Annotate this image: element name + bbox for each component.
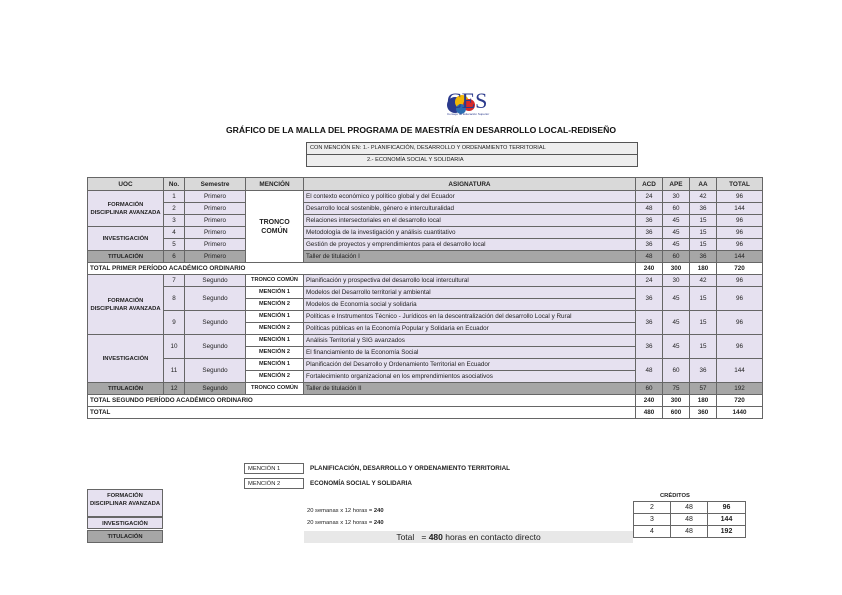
cell-no: 11	[164, 359, 185, 383]
cell-asignatura: El contexto económico y político global y del Ecuador	[304, 191, 636, 203]
uoc-legend-tit: TITULACIÓN	[87, 530, 163, 543]
cell-semestre: Primero	[185, 239, 246, 251]
mencion-line-2: 2.- ECONOMÍA SOCIAL Y SOLIDARIA	[306, 154, 638, 167]
page-title: GRÁFICO DE LA MALLA DEL PROGRAMA DE MAESTRÍA EN DESARROLLO LOCAL-REDISEÑO	[225, 125, 617, 135]
table-row	[88, 275, 763, 287]
mencion-1-cell: MENCIÓN 1	[246, 359, 304, 371]
header-total: TOTAL	[717, 178, 763, 191]
total-hours-pre: Total =	[396, 532, 429, 542]
mencion-2-cell: MENCIÓN 2	[246, 371, 304, 383]
cell-semestre: Segundo	[185, 383, 246, 395]
creditos-c: 96	[708, 502, 746, 514]
calc-line-2-value: 240	[373, 520, 384, 526]
total-ape: 300	[663, 395, 690, 407]
cell-aa: 57	[690, 383, 717, 395]
uoc-legend-fda: FORMACIÓN DISCIPLINAR AVANZADA	[87, 489, 163, 517]
cell-asignatura: Modelos de Economía social y solidaria	[304, 299, 636, 311]
mencion-1-cell: MENCIÓN 1	[246, 287, 304, 299]
creditos-c: 144	[708, 514, 746, 526]
cell-ape: 45	[663, 287, 690, 311]
mencion-cell: TRONCO COMÚN	[246, 275, 304, 287]
cell-total: 96	[717, 287, 763, 311]
cell-asignatura: Relaciones intersectoriales en el desarrollo local	[304, 215, 636, 227]
cell-acd: 48	[636, 203, 663, 215]
header-aa: AA	[690, 178, 717, 191]
header-semestre: Semestre	[185, 178, 246, 191]
calc-line-1	[307, 508, 384, 514]
mencion-line-1: CON MENCIÓN EN: 1.- PLANIFICACIÓN, DESARROLLO Y ORDENAMIENTO TERRITORIAL	[306, 142, 638, 155]
period-2-total-row	[88, 395, 763, 407]
cell-acd: 36	[636, 239, 663, 251]
cell-no: 9	[164, 311, 185, 335]
uoc-cell: INVESTIGACIÓN	[88, 227, 164, 251]
table-row	[88, 383, 763, 395]
cell-ape: 45	[663, 239, 690, 251]
total-hours-line	[304, 531, 633, 543]
period-1-total-row	[88, 263, 763, 275]
cell-ape: 30	[663, 191, 690, 203]
creditos-a: 3	[634, 514, 671, 526]
cell-ape: 60	[663, 203, 690, 215]
cell-total: 96	[717, 191, 763, 203]
cell-total: 96	[717, 215, 763, 227]
header-ape: APE	[663, 178, 690, 191]
logo-subtitle: Consejo de Educación Superior	[447, 112, 490, 116]
cell-aa: 42	[690, 191, 717, 203]
header-acd: ACD	[636, 178, 663, 191]
uoc-legend-inv: INVESTIGACIÓN	[87, 517, 163, 529]
header-uoc: UOC	[88, 178, 164, 191]
calc-line-2-text: 20 semanas x 12 horas =	[307, 520, 374, 526]
period-1-total-label: TOTAL PRIMER PERÍODO ACADÉMICO ORDINARIO	[88, 263, 636, 275]
cell-semestre: Segundo	[185, 287, 246, 311]
cell-total: 144	[717, 203, 763, 215]
cell-semestre: Segundo	[185, 335, 246, 359]
cell-acd: 60	[636, 383, 663, 395]
cell-aa: 36	[690, 359, 717, 383]
cell-no: 6	[164, 251, 185, 263]
uoc-cell: TITULACIÓN	[88, 251, 164, 263]
creditos-b: 48	[671, 514, 708, 526]
creditos-a: 4	[634, 526, 671, 538]
calc-line-1-text: 20 semanas x 12 horas =	[307, 508, 374, 514]
calc-line-2	[307, 520, 384, 526]
cell-ape: 30	[663, 275, 690, 287]
table-row	[88, 287, 763, 299]
cell-ape: 45	[663, 215, 690, 227]
mencion-2-cell: MENCIÓN 2	[246, 347, 304, 359]
total-ape: 300	[663, 263, 690, 275]
creditos-b: 48	[671, 502, 708, 514]
total-aa: 360	[690, 407, 717, 419]
cell-semestre: Primero	[185, 227, 246, 239]
cell-acd: 36	[636, 227, 663, 239]
cell-acd: 36	[636, 287, 663, 311]
legend-mencion-2-text: ECONOMÍA SOCIAL Y SOLIDARIA	[310, 480, 412, 487]
cell-asignatura: Metodología de la investigación y análisis cuantitativo	[304, 227, 636, 239]
cell-asignatura: Planificación del Desarrollo y Ordenamiento Territorial en Ecuador	[304, 359, 636, 371]
cell-total: 192	[717, 383, 763, 395]
total-hours-post: horas en contacto directo	[442, 532, 541, 542]
total-acd: 240	[636, 395, 663, 407]
cell-total: 96	[717, 335, 763, 359]
table-header-row	[88, 178, 763, 191]
cell-total: 96	[717, 275, 763, 287]
cell-ape: 45	[663, 227, 690, 239]
cell-aa: 15	[690, 335, 717, 359]
cell-total: 96	[717, 227, 763, 239]
cell-acd: 36	[636, 311, 663, 335]
cell-asignatura: Modelos del Desarrollo territorial y ambiental	[304, 287, 636, 299]
cell-ape: 45	[663, 335, 690, 359]
total-hours-value: 480	[428, 532, 443, 542]
total-aa: 180	[690, 395, 717, 407]
total-total: 1440	[717, 407, 763, 419]
header-no: No.	[164, 178, 185, 191]
cell-total: 96	[717, 311, 763, 335]
cell-acd: 36	[636, 335, 663, 359]
mencion-2-cell: MENCIÓN 2	[246, 299, 304, 311]
cell-ape: 60	[663, 359, 690, 383]
table-row	[88, 203, 763, 215]
cell-asignatura: Políticas públicas en la Economía Popular y Solidaria en Ecuador	[304, 323, 636, 335]
total-total: 720	[717, 263, 763, 275]
total-total: 720	[717, 395, 763, 407]
cell-asignatura: Taller de titulación II	[304, 383, 636, 395]
cell-acd: 36	[636, 215, 663, 227]
cell-aa: 15	[690, 287, 717, 311]
table-row	[88, 251, 763, 263]
cell-aa: 15	[690, 311, 717, 335]
period-2-total-label: TOTAL SEGUNDO PERÍODO ACADÉMICO ORDINARIO	[88, 395, 636, 407]
calc-line-1-value: 240	[373, 508, 384, 514]
cell-aa: 42	[690, 275, 717, 287]
cell-total: 144	[717, 251, 763, 263]
mencion-cell: TRONCO COMÚN	[246, 383, 304, 395]
cell-semestre: Segundo	[185, 311, 246, 335]
cell-aa: 36	[690, 251, 717, 263]
mencion-cell: TRONCO COMÚN	[246, 191, 304, 263]
cell-aa: 15	[690, 239, 717, 251]
total-acd: 240	[636, 263, 663, 275]
cell-no: 1	[164, 191, 185, 203]
cell-asignatura: Planificación y prospectiva del desarrollo local intercultural	[304, 275, 636, 287]
creditos-row	[634, 526, 746, 538]
cell-no: 7	[164, 275, 185, 287]
uoc-cell: TITULACIÓN	[88, 383, 164, 395]
mencion-1-cell: MENCIÓN 1	[246, 335, 304, 347]
cell-asignatura: Desarrollo local sostenible, género e interculturalidad	[304, 203, 636, 215]
creditos-title: CRÉDITOS	[660, 493, 690, 499]
mencion-1-cell: MENCIÓN 1	[246, 311, 304, 323]
uoc-cell: FORMACIÓN DISCIPLINAR AVANZADA	[88, 275, 164, 335]
grand-total-row	[88, 407, 763, 419]
cell-no: 4	[164, 227, 185, 239]
cell-no: 3	[164, 215, 185, 227]
table-row	[88, 359, 763, 371]
total-ape: 600	[663, 407, 690, 419]
cell-semestre: Segundo	[185, 275, 246, 287]
table-row	[88, 215, 763, 227]
creditos-c: 192	[708, 526, 746, 538]
cell-asignatura: Taller de titulación I	[304, 251, 636, 263]
cell-ape: 75	[663, 383, 690, 395]
cell-acd: 24	[636, 191, 663, 203]
cell-no: 12	[164, 383, 185, 395]
cell-acd: 48	[636, 251, 663, 263]
cell-total: 144	[717, 359, 763, 383]
creditos-table	[633, 501, 746, 538]
cell-asignatura: Políticas e Instrumentos Técnico - Jurídicos en la descentralización del desarrollo Local y Rural	[304, 311, 636, 323]
legend-mencion-2-label: MENCIÓN 2	[244, 478, 304, 489]
cell-no: 8	[164, 287, 185, 311]
cell-ape: 60	[663, 251, 690, 263]
uoc-cell: INVESTIGACIÓN	[88, 335, 164, 383]
creditos-row	[634, 502, 746, 514]
uoc-cell: FORMACIÓN DISCIPLINAR AVANZADA	[88, 191, 164, 227]
cell-total: 96	[717, 239, 763, 251]
cell-ape: 45	[663, 311, 690, 335]
cell-semestre: Primero	[185, 203, 246, 215]
table-row	[88, 335, 763, 347]
cell-acd: 24	[636, 275, 663, 287]
cell-no: 10	[164, 335, 185, 359]
cell-asignatura: El financiamiento de la Economía Social	[304, 347, 636, 359]
total-aa: 180	[690, 263, 717, 275]
cell-semestre: Primero	[185, 191, 246, 203]
header-mencion: MENCIÓN	[246, 178, 304, 191]
legend-mencion-1-text: PLANIFICACIÓN, DESARROLLO Y ORDENAMIENTO TERRITORIAL	[310, 465, 510, 472]
creditos-a: 2	[634, 502, 671, 514]
total-acd: 480	[636, 407, 663, 419]
creditos-b: 48	[671, 526, 708, 538]
cell-semestre: Primero	[185, 215, 246, 227]
cell-aa: 36	[690, 203, 717, 215]
cell-asignatura: Análisis Territorial y SIG avanzados	[304, 335, 636, 347]
table-row	[88, 191, 763, 203]
cell-aa: 15	[690, 215, 717, 227]
cell-no: 5	[164, 239, 185, 251]
cell-asignatura: Fortalecimiento organizacional en los emprendimientos asociativos	[304, 371, 636, 383]
cell-no: 2	[164, 203, 185, 215]
cell-aa: 15	[690, 227, 717, 239]
cell-acd: 48	[636, 359, 663, 383]
table-row	[88, 311, 763, 323]
grand-total-label: TOTAL	[88, 407, 636, 419]
cell-asignatura: Gestión de proyectos y emprendimientos para el desarrollo local	[304, 239, 636, 251]
cell-semestre: Segundo	[185, 359, 246, 383]
curriculum-table	[87, 177, 763, 419]
creditos-row	[634, 514, 746, 526]
logo-text: CES	[447, 88, 488, 113]
legend-mencion-1-label: MENCIÓN 1	[244, 463, 304, 474]
table-row	[88, 239, 763, 251]
mencion-2-cell: MENCIÓN 2	[246, 323, 304, 335]
cell-semestre: Primero	[185, 251, 246, 263]
header-asignatura: ASIGNATURA	[304, 178, 636, 191]
table-row	[88, 227, 763, 239]
